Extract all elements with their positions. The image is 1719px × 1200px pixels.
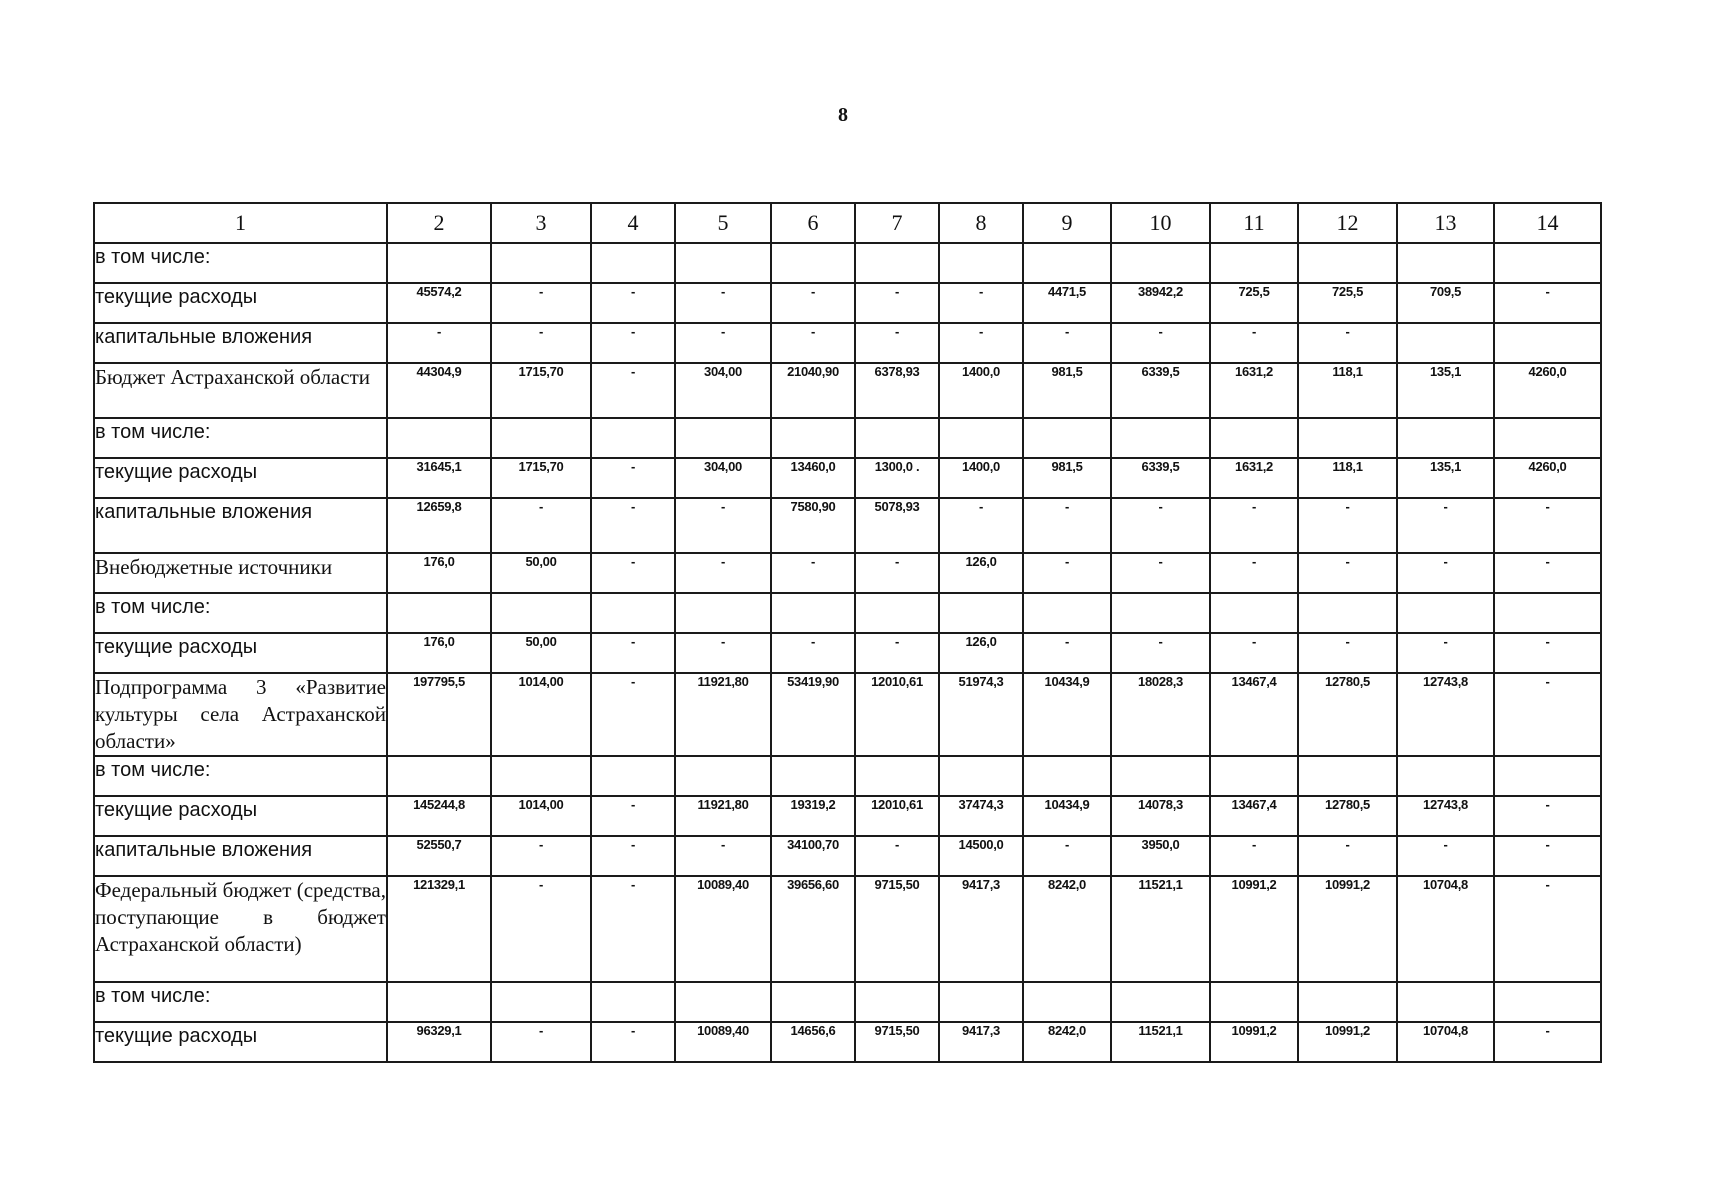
value-cell: 9417,3 xyxy=(939,876,1023,982)
value-cell: 9715,50 xyxy=(855,1022,939,1062)
value-cell: - xyxy=(1494,553,1601,593)
value-cell xyxy=(855,756,939,796)
value-cell: - xyxy=(675,633,771,673)
column-header-7: 7 xyxy=(855,203,939,243)
value-cell: 21040,90 xyxy=(771,363,855,418)
value-cell: 50,00 xyxy=(491,553,591,593)
value-cell: 13460,0 xyxy=(771,458,855,498)
value-cell: 10991,2 xyxy=(1298,1022,1397,1062)
value-cell: 13467,4 xyxy=(1210,796,1298,836)
value-cell: 11921,80 xyxy=(675,673,771,756)
column-header-1: 1 xyxy=(94,203,387,243)
value-cell xyxy=(939,982,1023,1022)
budget-table xyxy=(93,202,1602,1063)
value-cell: - xyxy=(1397,498,1494,553)
value-cell: - xyxy=(1023,553,1111,593)
value-cell: 34100,70 xyxy=(771,836,855,876)
value-cell: 1715,70 xyxy=(491,363,591,418)
table-row xyxy=(94,876,1601,982)
row-label: капитальные вложения xyxy=(94,836,387,876)
value-cell xyxy=(1298,756,1397,796)
value-cell xyxy=(771,756,855,796)
column-header-4: 4 xyxy=(591,203,675,243)
value-cell xyxy=(855,593,939,633)
value-cell: - xyxy=(855,283,939,323)
value-cell xyxy=(771,243,855,283)
value-cell: 10991,2 xyxy=(1298,876,1397,982)
value-cell: - xyxy=(591,633,675,673)
value-cell: 44304,9 xyxy=(387,363,491,418)
value-cell: 18028,3 xyxy=(1111,673,1210,756)
table-row xyxy=(94,418,1601,458)
value-cell: - xyxy=(939,323,1023,363)
value-cell: 7580,90 xyxy=(771,498,855,553)
value-cell: 126,0 xyxy=(939,553,1023,593)
value-cell: 1014,00 xyxy=(491,796,591,836)
column-header-9: 9 xyxy=(1023,203,1111,243)
value-cell: - xyxy=(591,283,675,323)
table-row xyxy=(94,756,1601,796)
value-cell: 176,0 xyxy=(387,633,491,673)
table-body xyxy=(94,243,1601,1062)
value-cell xyxy=(771,418,855,458)
value-cell: - xyxy=(591,1022,675,1062)
value-cell: 11921,80 xyxy=(675,796,771,836)
value-cell: - xyxy=(591,796,675,836)
value-cell xyxy=(675,243,771,283)
table-row xyxy=(94,593,1601,633)
value-cell: 4471,5 xyxy=(1023,283,1111,323)
value-cell: 51974,3 xyxy=(939,673,1023,756)
value-cell xyxy=(491,418,591,458)
value-cell: 38942,2 xyxy=(1111,283,1210,323)
row-label: в том числе: xyxy=(94,418,387,458)
value-cell: - xyxy=(1298,836,1397,876)
value-cell: 10434,9 xyxy=(1023,673,1111,756)
row-label: текущие расходы xyxy=(94,458,387,498)
value-cell: - xyxy=(491,498,591,553)
column-header-2: 2 xyxy=(387,203,491,243)
value-cell xyxy=(1111,982,1210,1022)
value-cell: 19319,2 xyxy=(771,796,855,836)
value-cell: - xyxy=(1210,836,1298,876)
value-cell: - xyxy=(1210,323,1298,363)
value-cell: 12010,61 xyxy=(855,673,939,756)
value-cell: - xyxy=(1210,498,1298,553)
value-cell: 3950,0 xyxy=(1111,836,1210,876)
row-label: Федеральный бюджет (средства, поступающие в бюджет Астраханской области) xyxy=(94,876,387,982)
value-cell xyxy=(1298,418,1397,458)
column-header-14: 14 xyxy=(1494,203,1601,243)
value-cell: 14078,3 xyxy=(1111,796,1210,836)
value-cell xyxy=(1111,593,1210,633)
value-cell xyxy=(1210,243,1298,283)
value-cell: - xyxy=(771,633,855,673)
value-cell xyxy=(591,418,675,458)
value-cell: 725,5 xyxy=(1210,283,1298,323)
value-cell xyxy=(387,243,491,283)
value-cell xyxy=(1494,323,1601,363)
value-cell: - xyxy=(1111,498,1210,553)
value-cell: 9417,3 xyxy=(939,1022,1023,1062)
value-cell xyxy=(1298,593,1397,633)
row-label: в том числе: xyxy=(94,756,387,796)
header-row xyxy=(94,203,1601,243)
value-cell xyxy=(1494,982,1601,1022)
value-cell: 709,5 xyxy=(1397,283,1494,323)
value-cell: 8242,0 xyxy=(1023,1022,1111,1062)
value-cell: - xyxy=(591,673,675,756)
value-cell xyxy=(591,756,675,796)
value-cell xyxy=(491,243,591,283)
value-cell: 12780,5 xyxy=(1298,796,1397,836)
value-cell xyxy=(491,593,591,633)
value-cell: 981,5 xyxy=(1023,363,1111,418)
value-cell: 12780,5 xyxy=(1298,673,1397,756)
value-cell: - xyxy=(1023,323,1111,363)
table-row xyxy=(94,1022,1601,1062)
value-cell: 10991,2 xyxy=(1210,876,1298,982)
column-header-12: 12 xyxy=(1298,203,1397,243)
value-cell: 981,5 xyxy=(1023,458,1111,498)
value-cell: 6378,93 xyxy=(855,363,939,418)
value-cell xyxy=(1023,756,1111,796)
value-cell: 304,00 xyxy=(675,458,771,498)
value-cell xyxy=(1494,243,1601,283)
table-row xyxy=(94,458,1601,498)
value-cell xyxy=(939,593,1023,633)
value-cell: - xyxy=(491,836,591,876)
value-cell: - xyxy=(387,323,491,363)
value-cell: - xyxy=(771,553,855,593)
value-cell xyxy=(1023,593,1111,633)
table-row xyxy=(94,323,1601,363)
value-cell: - xyxy=(855,633,939,673)
value-cell: - xyxy=(591,363,675,418)
page-number: 8 xyxy=(838,104,848,126)
row-label: текущие расходы xyxy=(94,283,387,323)
value-cell xyxy=(1494,418,1601,458)
row-label: Подпрограмма 3 «Развитие культуры села Астраханской области» xyxy=(94,673,387,756)
value-cell xyxy=(1023,243,1111,283)
value-cell: - xyxy=(939,283,1023,323)
value-cell: - xyxy=(1494,498,1601,553)
value-cell xyxy=(771,593,855,633)
value-cell: 11521,1 xyxy=(1111,876,1210,982)
value-cell: - xyxy=(591,553,675,593)
value-cell xyxy=(387,593,491,633)
value-cell: - xyxy=(1397,836,1494,876)
value-cell: 121329,1 xyxy=(387,876,491,982)
value-cell: 197795,5 xyxy=(387,673,491,756)
value-cell: - xyxy=(491,1022,591,1062)
value-cell xyxy=(675,418,771,458)
value-cell: 12010,61 xyxy=(855,796,939,836)
table-row xyxy=(94,982,1601,1022)
value-cell xyxy=(1397,982,1494,1022)
value-cell xyxy=(675,593,771,633)
value-cell xyxy=(1298,982,1397,1022)
value-cell: 14656,6 xyxy=(771,1022,855,1062)
value-cell: 13467,4 xyxy=(1210,673,1298,756)
value-cell xyxy=(1210,756,1298,796)
value-cell: 14500,0 xyxy=(939,836,1023,876)
value-cell: - xyxy=(1023,498,1111,553)
value-cell: 1400,0 xyxy=(939,363,1023,418)
value-cell xyxy=(1397,323,1494,363)
value-cell: 1400,0 xyxy=(939,458,1023,498)
value-cell: 1300,0 . xyxy=(855,458,939,498)
value-cell: 45574,2 xyxy=(387,283,491,323)
value-cell: - xyxy=(491,283,591,323)
table-row xyxy=(94,283,1601,323)
row-label: капитальные вложения xyxy=(94,498,387,553)
value-cell: - xyxy=(1111,553,1210,593)
column-header-8: 8 xyxy=(939,203,1023,243)
value-cell: 118,1 xyxy=(1298,363,1397,418)
value-cell: - xyxy=(1494,836,1601,876)
value-cell: 1631,2 xyxy=(1210,458,1298,498)
value-cell: 96329,1 xyxy=(387,1022,491,1062)
row-label: капитальные вложения xyxy=(94,323,387,363)
value-cell: 10991,2 xyxy=(1210,1022,1298,1062)
value-cell xyxy=(591,243,675,283)
value-cell: 145244,8 xyxy=(387,796,491,836)
value-cell: 12743,8 xyxy=(1397,796,1494,836)
value-cell xyxy=(675,756,771,796)
value-cell xyxy=(1023,418,1111,458)
value-cell xyxy=(939,418,1023,458)
table-row xyxy=(94,673,1601,756)
value-cell: - xyxy=(1397,553,1494,593)
column-header-13: 13 xyxy=(1397,203,1494,243)
value-cell xyxy=(1210,593,1298,633)
table-row xyxy=(94,243,1601,283)
value-cell: - xyxy=(491,323,591,363)
value-cell: - xyxy=(1111,633,1210,673)
table-row xyxy=(94,836,1601,876)
row-label: текущие расходы xyxy=(94,796,387,836)
value-cell: - xyxy=(1298,323,1397,363)
value-cell: - xyxy=(1210,633,1298,673)
value-cell: - xyxy=(1494,796,1601,836)
value-cell xyxy=(855,243,939,283)
value-cell xyxy=(855,982,939,1022)
value-cell: 135,1 xyxy=(1397,458,1494,498)
value-cell: 8242,0 xyxy=(1023,876,1111,982)
value-cell: - xyxy=(591,876,675,982)
value-cell xyxy=(591,982,675,1022)
value-cell: 10089,40 xyxy=(675,1022,771,1062)
value-cell: - xyxy=(491,876,591,982)
row-label: Бюджет Астраханской области xyxy=(94,363,387,418)
value-cell xyxy=(675,982,771,1022)
value-cell xyxy=(1494,756,1601,796)
value-cell xyxy=(591,593,675,633)
value-cell: - xyxy=(939,498,1023,553)
value-cell: - xyxy=(1494,876,1601,982)
value-cell: - xyxy=(1494,633,1601,673)
value-cell: 37474,3 xyxy=(939,796,1023,836)
value-cell: - xyxy=(1023,633,1111,673)
value-cell: 126,0 xyxy=(939,633,1023,673)
value-cell: 10089,40 xyxy=(675,876,771,982)
value-cell: 5078,93 xyxy=(855,498,939,553)
value-cell xyxy=(771,982,855,1022)
value-cell xyxy=(387,756,491,796)
value-cell: - xyxy=(771,323,855,363)
row-label: Внебюджетные источники xyxy=(94,553,387,593)
value-cell xyxy=(939,243,1023,283)
value-cell: 10704,8 xyxy=(1397,876,1494,982)
value-cell xyxy=(1023,982,1111,1022)
value-cell: 118,1 xyxy=(1298,458,1397,498)
column-header-11: 11 xyxy=(1210,203,1298,243)
value-cell xyxy=(387,982,491,1022)
value-cell: 1631,2 xyxy=(1210,363,1298,418)
value-cell: 12659,8 xyxy=(387,498,491,553)
row-label: в том числе: xyxy=(94,243,387,283)
value-cell: 1014,00 xyxy=(491,673,591,756)
value-cell: - xyxy=(855,836,939,876)
value-cell: - xyxy=(675,283,771,323)
value-cell: 4260,0 xyxy=(1494,363,1601,418)
value-cell: - xyxy=(1210,553,1298,593)
value-cell: 135,1 xyxy=(1397,363,1494,418)
table-row xyxy=(94,363,1601,418)
value-cell: 12743,8 xyxy=(1397,673,1494,756)
value-cell: - xyxy=(1494,1022,1601,1062)
table-row xyxy=(94,498,1601,553)
value-cell xyxy=(1494,593,1601,633)
value-cell: 11521,1 xyxy=(1111,1022,1210,1062)
value-cell: 52550,7 xyxy=(387,836,491,876)
value-cell: - xyxy=(675,323,771,363)
row-label: в том числе: xyxy=(94,593,387,633)
value-cell: 53419,90 xyxy=(771,673,855,756)
row-label: текущие расходы xyxy=(94,1022,387,1062)
value-cell: - xyxy=(675,553,771,593)
value-cell: 6339,5 xyxy=(1111,363,1210,418)
row-label: в том числе: xyxy=(94,982,387,1022)
value-cell: 39656,60 xyxy=(771,876,855,982)
value-cell xyxy=(1397,593,1494,633)
value-cell xyxy=(1210,418,1298,458)
value-cell: 50,00 xyxy=(491,633,591,673)
value-cell xyxy=(1397,756,1494,796)
value-cell xyxy=(491,982,591,1022)
value-cell: 4260,0 xyxy=(1494,458,1601,498)
value-cell: - xyxy=(855,553,939,593)
value-cell: - xyxy=(1298,633,1397,673)
value-cell: - xyxy=(771,283,855,323)
value-cell xyxy=(855,418,939,458)
row-label: текущие расходы xyxy=(94,633,387,673)
value-cell: - xyxy=(675,498,771,553)
value-cell: - xyxy=(591,458,675,498)
value-cell xyxy=(1397,418,1494,458)
column-header-10: 10 xyxy=(1111,203,1210,243)
value-cell: - xyxy=(1397,633,1494,673)
value-cell: 304,00 xyxy=(675,363,771,418)
value-cell: - xyxy=(1494,283,1601,323)
value-cell xyxy=(1111,756,1210,796)
value-cell: 1715,70 xyxy=(491,458,591,498)
column-header-6: 6 xyxy=(771,203,855,243)
column-header-3: 3 xyxy=(491,203,591,243)
value-cell: - xyxy=(1298,553,1397,593)
value-cell: 176,0 xyxy=(387,553,491,593)
value-cell xyxy=(1298,243,1397,283)
table-row xyxy=(94,633,1601,673)
value-cell: - xyxy=(1023,836,1111,876)
value-cell xyxy=(939,756,1023,796)
value-cell: - xyxy=(591,498,675,553)
value-cell xyxy=(1210,982,1298,1022)
value-cell: - xyxy=(591,323,675,363)
table-row xyxy=(94,553,1601,593)
value-cell: 725,5 xyxy=(1298,283,1397,323)
table-row xyxy=(94,796,1601,836)
value-cell xyxy=(491,756,591,796)
value-cell: - xyxy=(591,836,675,876)
value-cell xyxy=(387,418,491,458)
value-cell: 10434,9 xyxy=(1023,796,1111,836)
column-header-5: 5 xyxy=(675,203,771,243)
value-cell: - xyxy=(675,836,771,876)
value-cell xyxy=(1111,243,1210,283)
value-cell: 9715,50 xyxy=(855,876,939,982)
value-cell: - xyxy=(1298,498,1397,553)
value-cell: 10704,8 xyxy=(1397,1022,1494,1062)
value-cell: 31645,1 xyxy=(387,458,491,498)
value-cell: 6339,5 xyxy=(1111,458,1210,498)
value-cell xyxy=(1397,243,1494,283)
value-cell: - xyxy=(1494,673,1601,756)
value-cell: - xyxy=(855,323,939,363)
value-cell: - xyxy=(1111,323,1210,363)
value-cell xyxy=(1111,418,1210,458)
